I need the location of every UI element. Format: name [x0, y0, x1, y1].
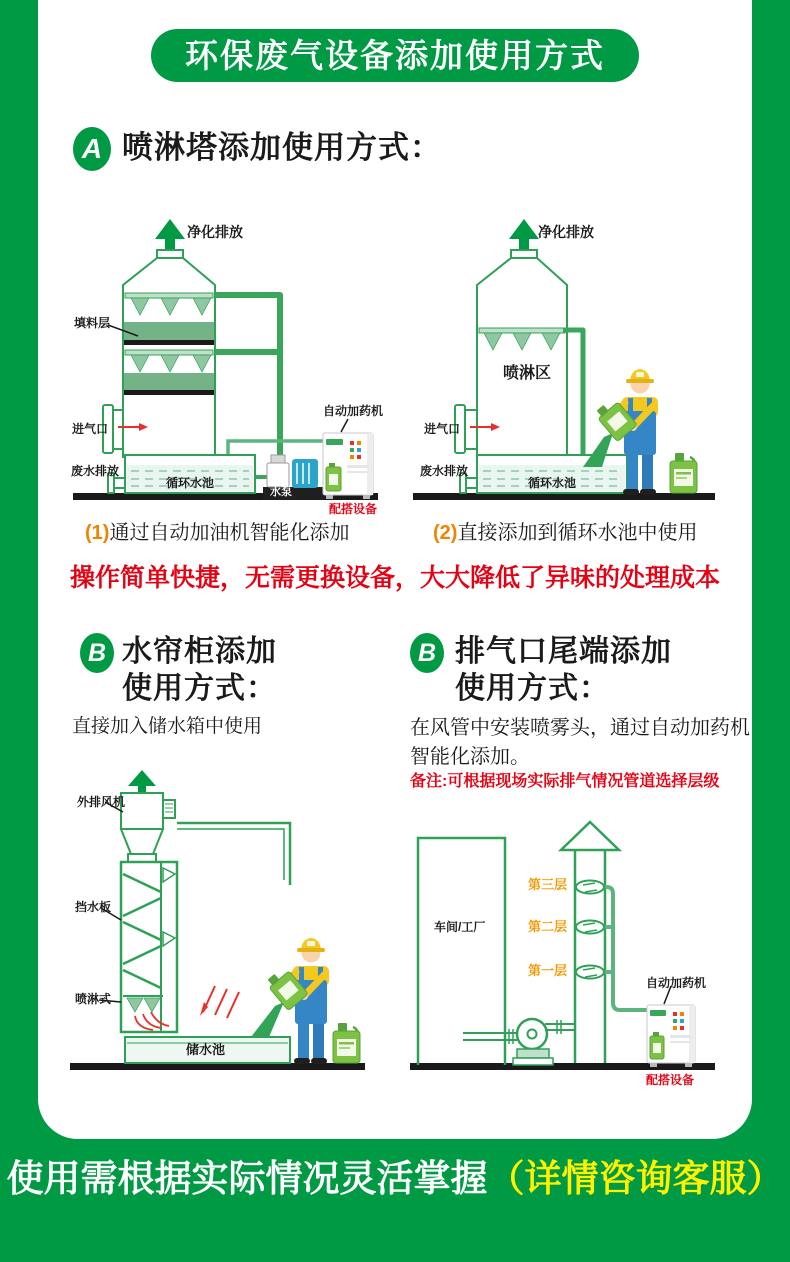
- label-water-baffle: 挡水板: [75, 900, 112, 914]
- label-air-inlet: 进气口: [72, 422, 109, 436]
- section-b-right-description: 在风管中安装喷雾头，通过自动加药机智能化添加。: [410, 717, 750, 768]
- caption-1-number: (1): [85, 522, 110, 544]
- exhaust-arrow-icon: [509, 219, 539, 251]
- section-b-left-badge: B: [80, 633, 114, 673]
- spray-header: [479, 328, 565, 333]
- section-a-badge: A: [73, 127, 111, 171]
- exhaust-arrow-icon: [155, 219, 185, 251]
- tower-body: [477, 250, 567, 457]
- caption-2-text: 直接添加到循环水池中使用: [457, 522, 698, 544]
- spray-rings: [576, 881, 604, 979]
- exhaust-duct: [177, 823, 290, 885]
- caption-2-number: (2): [433, 522, 458, 544]
- chemical-jug: [333, 1023, 360, 1063]
- ground-line: [70, 1063, 365, 1070]
- label-accessory-device: 配搭设备: [646, 1073, 695, 1087]
- ground-line: [413, 493, 715, 500]
- footer-notice: [0, 1157, 790, 1201]
- recirculation-pipe: [215, 295, 280, 457]
- blower-fan: [513, 1019, 575, 1065]
- label-water-pump: 水泵: [270, 486, 292, 498]
- label-spray-type: 喷淋式: [75, 992, 112, 1006]
- caption-1-text: 通过自动加油机智能化添加: [109, 522, 350, 544]
- section-b-right-badge: B: [410, 633, 444, 673]
- label-auto-doser: 自动加药机: [323, 404, 384, 418]
- packing-layer-1: [124, 322, 214, 340]
- label-circulation-pool: 循环水池: [528, 476, 577, 490]
- chemical-jug: [670, 453, 697, 493]
- footer-main-text: 使用需根据实际情况灵活掌握: [6, 1158, 488, 1199]
- page-title: 环保废气设备添加使用方式: [151, 29, 639, 82]
- packing-layer-2: [124, 373, 214, 390]
- label-auto-doser: 自动加药机: [646, 976, 707, 990]
- section-a-title: 喷淋塔添加使用方式：: [122, 130, 442, 165]
- label-spray-zone: 喷淋区: [503, 365, 552, 382]
- dosing-pipe: [603, 887, 647, 1010]
- benefit-slogan: 操作简单快捷，无需更换设备，大大降低了异味的处理成本: [69, 564, 720, 592]
- label-clean-exhaust: 净化排放: [187, 224, 243, 240]
- section-b-left-subtitle: 直接加入储水箱中使用: [72, 716, 263, 737]
- airflow-hatch-marks: [200, 986, 239, 1018]
- spray-header: [125, 350, 213, 355]
- label-wastewater-drain: 废水排放: [71, 464, 120, 478]
- label-clean-exhaust: 净化排放: [538, 224, 594, 240]
- suction-duct: [463, 1029, 517, 1044]
- exhaust-stack: [561, 822, 619, 1063]
- label-layer-2: 第二层: [528, 919, 568, 934]
- label-workshop: 车间/工厂: [434, 920, 486, 934]
- auto-doser-machine: [647, 986, 695, 1067]
- auto-doser-machine: [323, 419, 373, 499]
- section-b-right-title: 排气口尾端添加 使用方式：: [455, 635, 672, 705]
- label-circulation-pool: 循环水池: [166, 476, 215, 490]
- caption-method-2: [433, 523, 697, 543]
- caption-method-1: [85, 523, 349, 543]
- label-wastewater-drain: 废水排放: [420, 464, 469, 478]
- label-exhaust-fan: 外排风机: [77, 795, 126, 809]
- section-b-left-title: 水帘柜添加 使用方式：: [122, 635, 277, 705]
- label-layer-1: 第一层: [528, 963, 568, 978]
- exhaust-fan-housing: [121, 793, 175, 862]
- exhaust-stack-diagram: [405, 818, 750, 1073]
- label-storage-tank: 储水池: [186, 1042, 226, 1057]
- label-layer-3: 第三层: [528, 877, 568, 892]
- workshop-outline: [418, 838, 505, 1065]
- label-accessory-device: 配搭设备: [329, 502, 378, 516]
- spray-header: [125, 293, 213, 298]
- label-packing-layer: 填料层: [74, 316, 111, 330]
- footer-highlight-text: （详情咨询客服）: [487, 1158, 784, 1199]
- water-curtain-cabinet-diagram: [55, 770, 385, 1075]
- label-air-inlet: 进气口: [424, 422, 461, 436]
- ground-line: [410, 1063, 715, 1070]
- section-b-right-note: 备注:可根据现场实际排气情况管道选择层级: [410, 773, 720, 790]
